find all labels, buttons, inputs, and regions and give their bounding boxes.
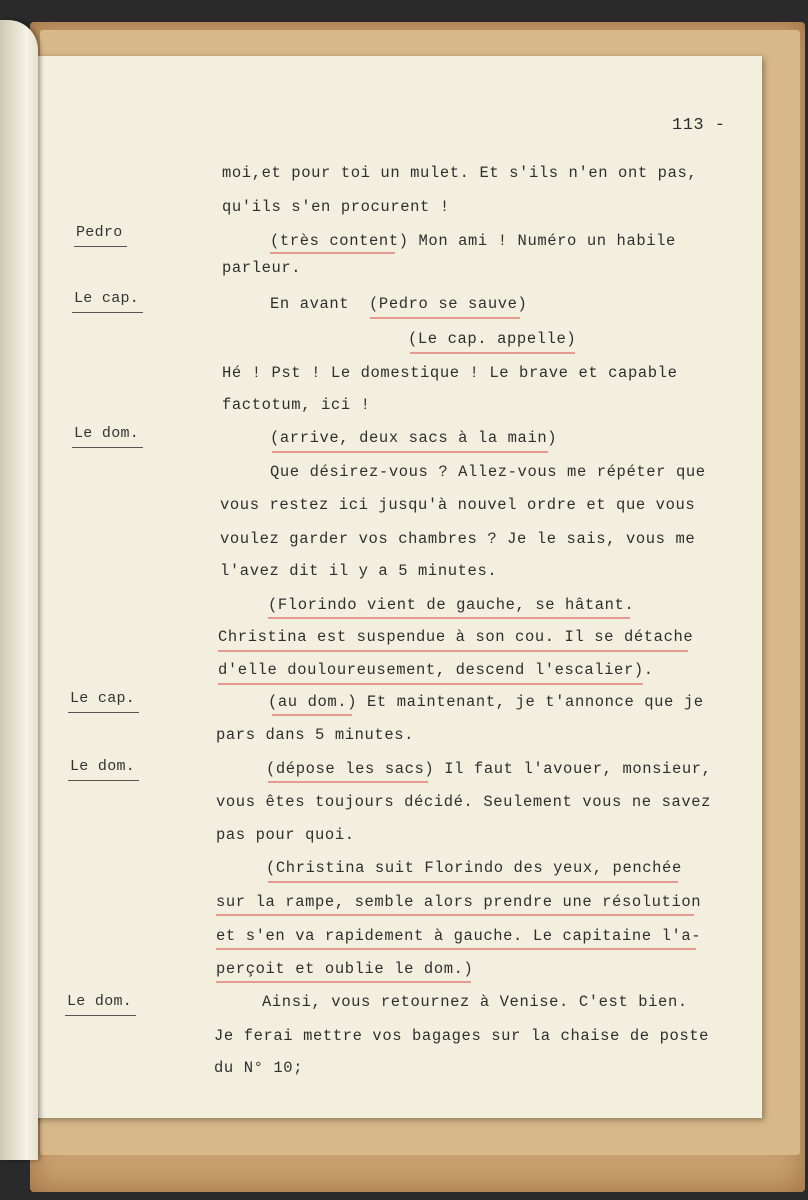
red-underline: [410, 352, 575, 354]
text-line: voulez garder vos chambres ? Je le sais, vous me: [220, 530, 696, 548]
red-underline: [272, 451, 548, 453]
text-line: moi,et pour toi un mulet. Et s'ils n'en ont pas,: [222, 164, 698, 182]
red-underline: [216, 981, 471, 983]
speaker-le-dom: Le dom.: [67, 993, 132, 1010]
red-underline: [272, 714, 352, 716]
text-line: vous restez ici jusqu'à nouvel ordre et que vous: [220, 496, 696, 514]
text-line: (Florindo vient de gauche, se hâtant.: [268, 596, 635, 614]
text-line: (Christina suit Florindo des yeux, penchée: [266, 859, 682, 877]
text-line: (au dom.) Et maintenant, je t'annonce que je: [268, 693, 704, 711]
text-line: pas pour quoi.: [216, 826, 355, 844]
speaker-le-cap: Le cap.: [70, 690, 135, 707]
red-underline: [268, 617, 630, 619]
text-line: pars dans 5 minutes.: [216, 726, 415, 744]
text-line: parleur.: [222, 259, 302, 277]
text-line: En avant (Pedro se sauve): [270, 295, 528, 313]
speaker-pedro: Pedro: [76, 224, 123, 241]
text-line: Que désirez-vous ? Allez-vous me répéter que: [270, 463, 706, 481]
text-line: qu'ils s'en procurent !: [222, 198, 450, 216]
red-underline: [268, 881, 678, 883]
text-line: (dépose les sacs) Il faut l'avouer, monsieur,: [266, 760, 712, 778]
red-underline: [270, 252, 395, 254]
red-underline: [216, 948, 696, 950]
red-underline: [218, 650, 688, 652]
text-line: Ainsi, vous retournez à Venise. C'est bien.: [262, 993, 688, 1011]
red-underline: [218, 683, 643, 685]
text-line: (Le cap. appelle): [408, 330, 577, 348]
text-line: du N° 10;: [214, 1059, 304, 1077]
text-line: factotum, ici !: [222, 396, 371, 414]
text-line: d'elle douloureusement, descend l'escalier).: [218, 661, 654, 679]
speaker-le-dom: Le dom.: [74, 425, 139, 442]
red-underline: [268, 781, 428, 783]
speaker-le-cap: Le cap.: [74, 290, 139, 307]
text-line: (arrive, deux sacs à la main): [270, 429, 558, 447]
speaker-le-dom: Le dom.: [70, 758, 135, 775]
text-line: et s'en va rapidement à gauche. Le capitaine l'a-: [216, 927, 702, 945]
text-line: (très content) Mon ami ! Numéro un habile: [270, 232, 676, 250]
page-number: 113 -: [672, 116, 726, 135]
red-underline: [370, 317, 520, 319]
left-page-edge: [0, 20, 38, 1160]
text-line: Je ferai mettre vos bagages sur la chaise de poste: [214, 1027, 710, 1045]
text-line: vous êtes toujours décidé. Seulement vous ne savez: [216, 793, 712, 811]
text-line: l'avez dit il y a 5 minutes.: [220, 562, 498, 580]
red-underline: [216, 914, 694, 916]
text-line: sur la rampe, semble alors prendre une résolution: [216, 893, 702, 911]
text-line: Christina est suspendue à son cou. Il se détache: [218, 628, 694, 646]
text-line: perçoit et oublie le dom.): [216, 960, 474, 978]
text-line: Hé ! Pst ! Le domestique ! Le brave et capable: [222, 364, 678, 382]
